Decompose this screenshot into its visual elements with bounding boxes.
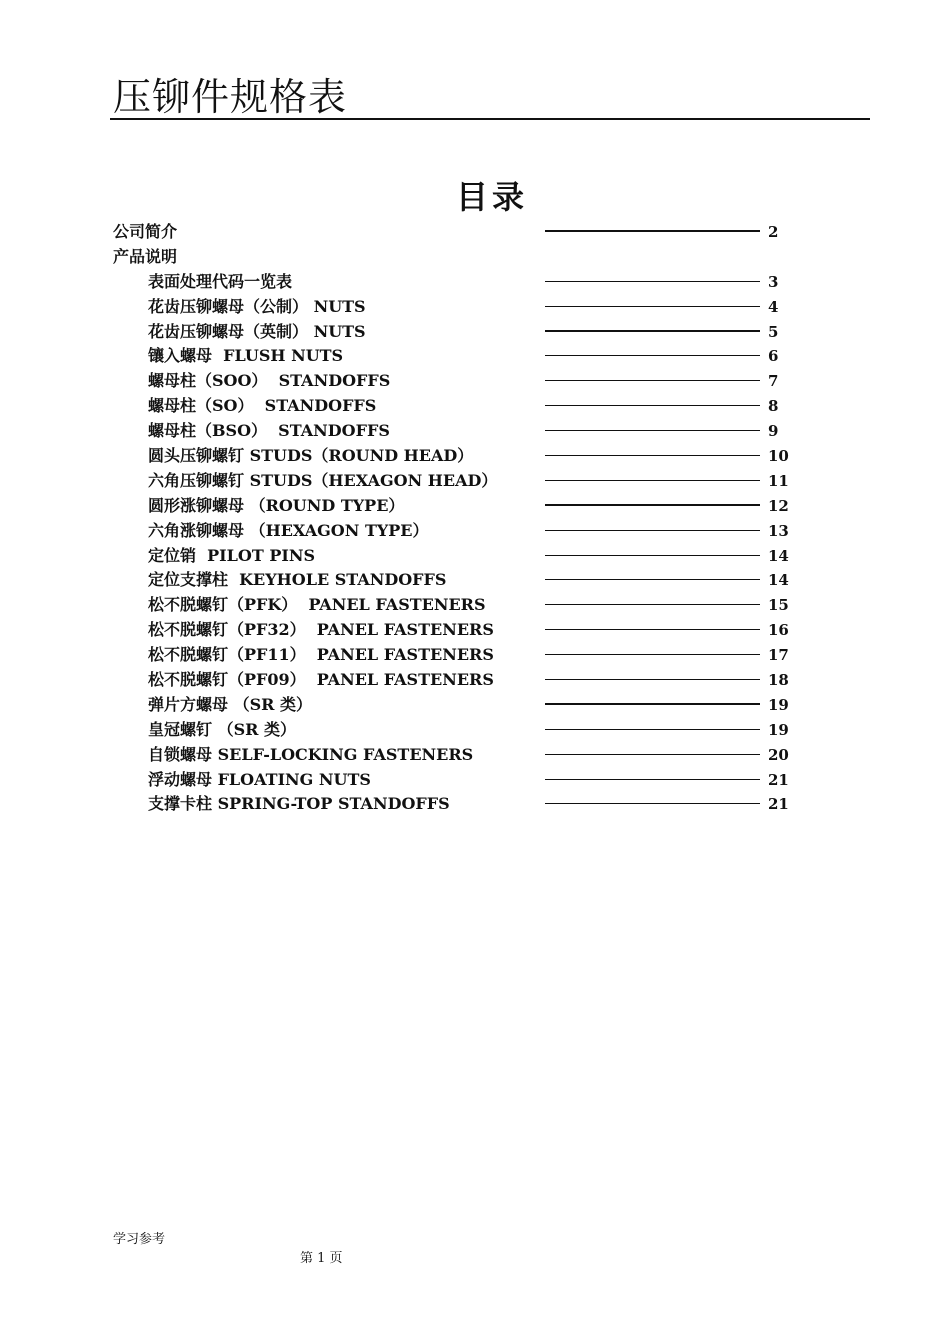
toc-entry-title: 松不脱螺钉（PF09） PANEL FASTENERS [148,670,494,690]
toc-entry-title: 支撑卡柱 SPRING-TOP STANDOFFS [148,794,450,814]
toc-entry[interactable] [0,593,950,618]
toc-page-number: 11 [768,471,789,490]
toc-page-number: 18 [768,671,789,690]
toc-leader-line [545,330,760,332]
toc-page-number: 10 [768,447,789,466]
toc-leader-line [545,380,760,381]
toc-page-number: 16 [768,621,789,640]
toc-entry-title: 公司简介 [113,222,178,241]
toc-entry-title: 松不脱螺钉（PFK） PANEL FASTENERS [148,595,486,615]
toc-entry[interactable] [0,618,950,643]
toc-entry-title: 圆头压铆螺钉 STUDS（ROUND HEAD） [148,446,474,466]
toc-leader-line [545,555,760,556]
toc-entry[interactable] [0,519,950,544]
toc-leader-line [545,604,760,605]
toc-leader-line [545,281,760,282]
toc-page-number: 7 [768,372,779,391]
header-rule [110,118,870,120]
toc-entry[interactable] [0,394,950,419]
toc-leader-line [545,654,760,655]
toc-entry-title: 松不脱螺钉（PF11） PANEL FASTENERS [148,645,494,665]
toc-entry[interactable] [0,668,950,693]
toc-entry-title: 产品说明 [113,246,178,266]
toc-leader-line [545,629,760,630]
toc-entry-title: 定位销 PILOT PINS [148,545,316,565]
toc-entry[interactable] [0,444,950,469]
toc-leader-line [545,306,760,307]
toc-page-number: 9 [768,422,779,441]
toc-heading: 目录 [455,178,528,216]
toc-entry-title: 镶入螺母 FLUSH NUTS [148,346,344,366]
toc-entry[interactable] [0,643,950,668]
toc-leader-line [545,579,760,580]
toc-entry[interactable] [0,718,950,743]
toc-entry[interactable] [0,469,950,494]
toc-page-number: 5 [768,322,779,341]
toc-entry-title: 六角压铆螺钉 STUDS（HEXAGON HEAD） [148,470,498,490]
toc-leader-line [545,729,760,730]
toc-entry[interactable] [0,270,950,295]
page-number: 第 1 页 [300,1251,343,1266]
toc-leader-line [545,754,760,755]
toc-page-number: 2 [768,223,779,241]
toc-entry-title: 松不脱螺钉（PF32） PANEL FASTENERS [148,620,494,640]
toc-page-number: 3 [768,272,779,291]
toc-page-number: 14 [768,546,789,565]
toc-leader-line [545,504,760,506]
toc-entry-title: 定位支撑柱 KEYHOLE STANDOFFS [148,570,447,590]
toc-entry-title: 浮动螺母 FLOATING NUTS [148,769,371,789]
toc-page-number: 17 [768,646,789,665]
toc-entry[interactable] [0,344,950,369]
toc-entry-title: 皇冠螺钉 （SR 类） [148,719,296,739]
toc-entry[interactable] [0,768,950,793]
toc-leader-line [545,480,760,481]
toc-entry-title: 表面处理代码一览表 [148,271,293,291]
toc-entry[interactable] [0,743,950,768]
toc-entry-title: 螺母柱（BSO） STANDOFFS [148,421,390,441]
toc-leader-line [545,430,760,431]
toc-leader-line [545,679,760,680]
toc-entry-title: 花齿压铆螺母（公制） NUTS [148,296,366,316]
document-title: 压铆件规格表 [113,75,348,119]
toc-entry-title: 螺母柱（SOO） STANDOFFS [148,371,391,391]
toc-page-number: 21 [768,770,789,789]
toc-entry[interactable] [0,245,950,270]
toc-page-number: 15 [768,596,789,615]
toc-entry[interactable] [0,320,950,345]
toc-leader-line [545,455,760,456]
toc-page-number: 13 [768,521,789,540]
toc-leader-line [545,703,760,705]
toc-entry[interactable] [0,419,950,444]
toc-leader-line [545,779,760,780]
toc-page-number: 21 [768,795,789,814]
toc-leader-line [545,405,760,406]
toc-entry[interactable] [0,494,950,519]
toc-entry[interactable] [0,220,950,245]
toc-page-number: 6 [768,347,779,366]
toc-page-number: 20 [768,745,789,764]
toc-page-number: 19 [768,695,789,714]
toc-entry-title: 六角涨铆螺母 （HEXAGON TYPE） [148,520,429,540]
toc-entry[interactable] [0,544,950,569]
toc-leader-line [545,355,760,356]
toc-entry-title: 圆形涨铆螺母 （ROUND TYPE） [148,495,405,515]
toc-entry[interactable] [0,369,950,394]
toc-entry-title: 自锁螺母 SELF-LOCKING FASTENERS [148,744,474,764]
toc-entry-title: 花齿压铆螺母（英制） NUTS [148,321,366,341]
toc-entry[interactable] [0,792,950,817]
toc-leader-line [545,803,760,804]
toc-page-number: 14 [768,571,789,590]
footer-note: 学习参考 [113,1232,166,1247]
toc-leader-line [545,230,760,232]
table-of-contents [0,220,950,817]
toc-leader-line [545,530,760,531]
toc-page-number: 19 [768,720,789,739]
toc-page-number: 12 [768,496,789,515]
toc-entry-title: 弹片方螺母 （SR 类） [148,694,312,714]
toc-entry[interactable] [0,295,950,320]
toc-entry[interactable] [0,568,950,593]
toc-page-number: 4 [768,297,779,316]
toc-entry[interactable] [0,693,950,718]
toc-page-number: 8 [768,397,779,416]
toc-entry-title: 螺母柱（SO） STANDOFFS [148,396,377,416]
